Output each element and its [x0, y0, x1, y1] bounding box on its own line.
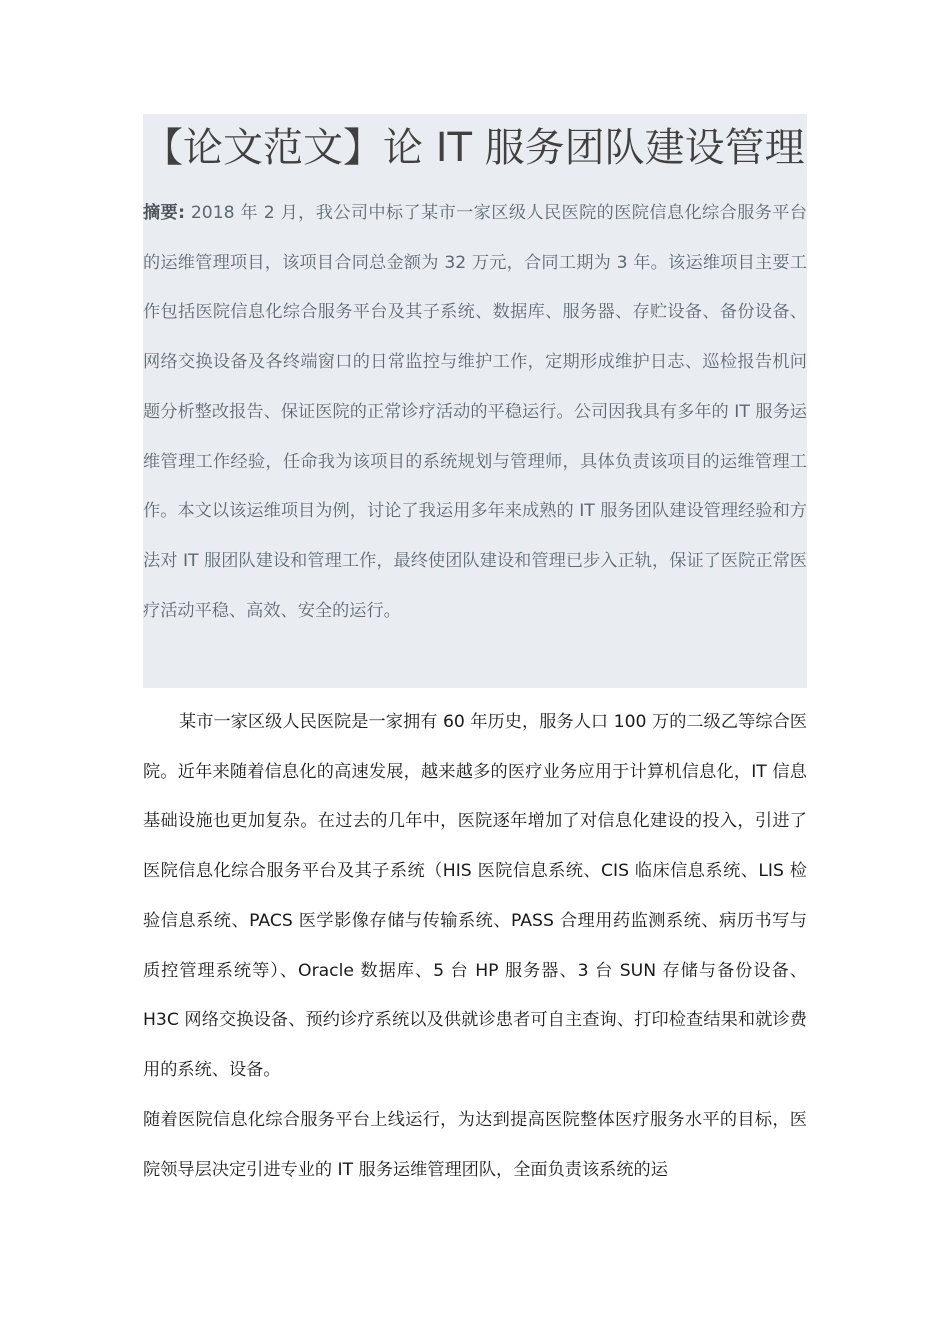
body-paragraph-1: 某市一家区级人民医院是一家拥有 60 年历史，服务人口 100 万的二级乙等综合医院。近年来随着信息化的高速发展，越来越多的医疗业务应用于计算机信息化，IT 信息基础设施也更加复杂。在过去的几年中，医院逐年增加了对信息化建设的投入，引进了医院信息化综合服务平台及其子系统（HIS 医院信息系统、CIS 临床信息系统、LIS 检验信息系统、PACS 医学影像存储与传输系统、PASS 合理用药监测系统、病历书写与质控管理系统等）、Oracle 数据库、5 台 HP 服务器、3 台 SUN 存储与备份设备、H3C 网络交换设备、预约诊疗系统以及供就诊患者可自主查询、打印检查结果和就诊费用的系统、设备。 [143, 712, 807, 1080]
abstract-label: 摘要: [143, 203, 185, 223]
body-paragraph-2: 随着医院信息化综合服务平台上线运行，为达到提高医院整体医疗服务水平的目标，医院领导层决定引进专业的 IT 服务运维管理团队，全面负责该系统的运 [143, 1110, 807, 1180]
abstract-paragraph [143, 189, 807, 636]
document-title: 【论文范文】论 IT 服务团队建设管理 [143, 125, 805, 171]
abstract-body: 2018 年 2 月，我公司中标了某市一家区级人民医院的医院信息化综合服务平台的运维管理项目，该项目合同总金额为 32 万元，合同工期为 3 年。该运维项目主要工作包括医院信息化综合服务平台及其子系统、数据库、服务器、存贮设备、备份设备、网络交换设备及各终端窗口的日常监控与维护工作，定期形成维护日志、巡检报告机问题分析整改报告、保证医院的正常诊疗活动的平稳运行。公司因我具有多年的 IT 服务运维管理工作经验，任命我为该项目的系统规划与管理师，具体负责该项目的运维管理工作。本文以该运维项目为例，讨论了我运用多年来成熟的 IT 服务团队建设管理经验和方法对 IT 服团队建设和管理工作，最终使团队建设和管理已步入正轨，保证了医院正常医疗活动平稳、高效、安全的运行。 [143, 203, 807, 621]
abstract-highlight-block [143, 178, 807, 688]
title-highlight-block [143, 114, 807, 178]
